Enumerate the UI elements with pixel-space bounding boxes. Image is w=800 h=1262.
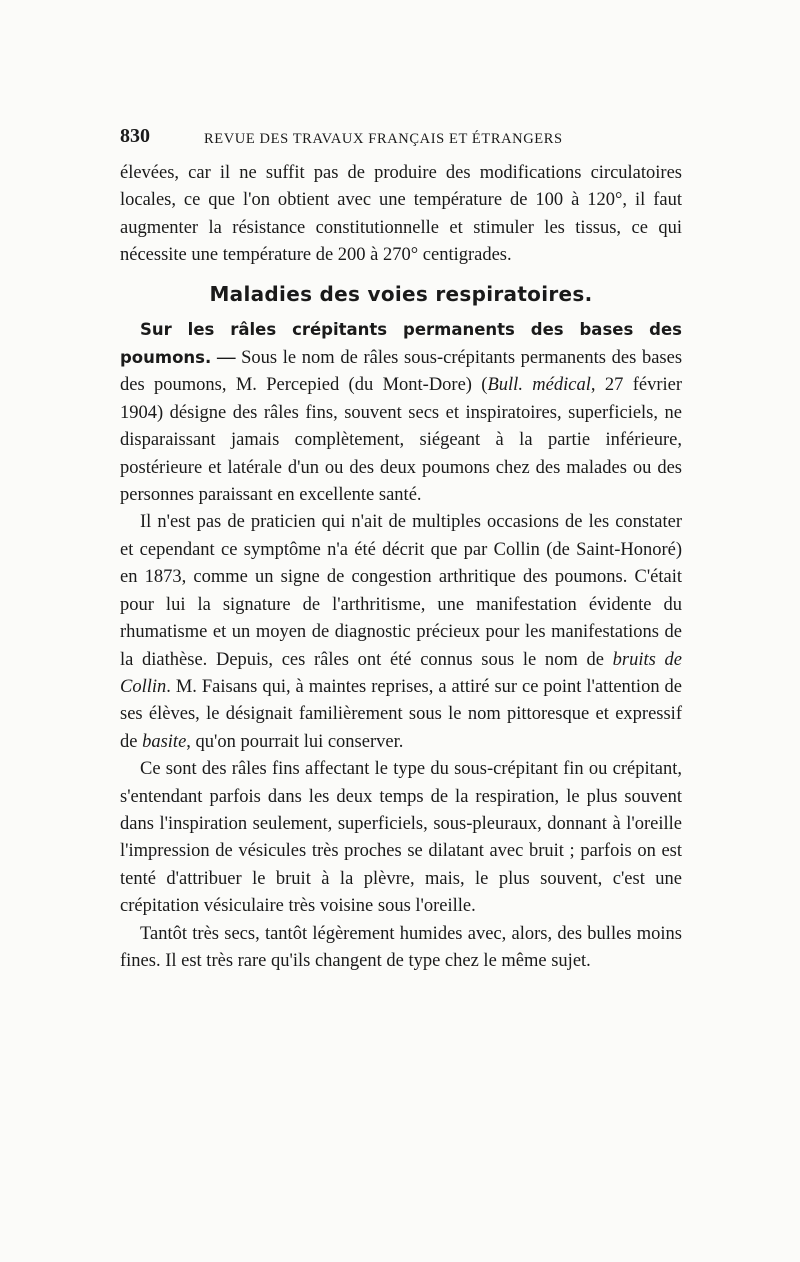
intro-paragraph: élevées, car il ne suffit pas de produire des modifications circulatoires locales, ce que l'on obtient avec une température de 100 à 120°, il faut augmenter la résistance constitutionnelle et stimuler les tissus, ce qui nécessite une température de 200 à 270° centigrades. <box>120 163 682 266</box>
p2-text-b: . M. Faisans qui, à maintes reprises, a attiré sur ce point l'attention de ses élèves, le désignait familièrement sous le nom pittoresque et expressif de <box>120 676 682 752</box>
p2-text-c: , qu'on pourrait lui conserver. <box>186 731 404 752</box>
article-paragraph-3: Ce sont des râles fins affectant le type du sous-crépitant fin ou crépitant, s'entendant parfois dans les deux temps de la respiration, le plus souvent dans l'inspiration seulement, superficiels, sous-pleuraux, donnant à l'oreille l'impression de vésicules très proches se dilatant avec bruit ; parfois on est tenté d'attribuer le bruit à la plèvre, mais, le plus souvent, c'est une crépitation vésiculaire très voisine sous l'oreille. <box>120 759 682 917</box>
p2-text-a: Il n'est pas de praticien qui n'ait de multiples occasions de les constater et cependant ce symptôme n'a été décrit que par Collin (de Saint-Honoré) en 1873, comme un signe de congestion arthritique des poumons. C'était pour lui la signature de l'arthritisme, une manifestation évidente du rhumatisme et un moyen de diagnostic précieux pour les manifestations de la diathèse. Depuis, ces râles ont été connus sous le nom de <box>120 512 682 670</box>
journal-name: Bull. médical <box>487 375 591 396</box>
term-basite: basite <box>142 731 187 752</box>
body-text <box>120 160 682 975</box>
title-dash: — <box>216 348 236 369</box>
article-paragraph-4: Tantôt très secs, tantôt légèrement humides avec, alors, des bulles moins fines. Il est très rare qu'ils changent de type chez le même sujet. <box>120 923 682 971</box>
page-number: 830 <box>120 125 150 147</box>
article-paragraph-2 <box>120 509 682 756</box>
running-head: REVUE DES TRAVAUX FRANÇAIS ET ÉTRANGERS <box>204 131 563 147</box>
p1-text-a: Sous le nom de râles sous-crépitants permanents des bases des poumons, M. Percepied (du Mont-Dore) ( <box>120 348 683 396</box>
article-paragraph-1 <box>120 316 682 510</box>
section-heading: Maladies des voies respiratoires. <box>209 281 593 306</box>
term-bruits-de-collin: bruits de Collin <box>120 649 683 697</box>
article-title: Sur les râles crépitants permanents des bases des poumons. <box>120 319 682 368</box>
p1-text-b: , 27 février 1904) désigne des râles fins, souvent secs et inspiratoires, superficiels, ne disparaissant jamais complètement, siégeant à la partie inférieure, postérieure et latérale d'un ou des deux poumons chez des malades ou des personnes paraissant en excellente santé. <box>120 375 682 506</box>
